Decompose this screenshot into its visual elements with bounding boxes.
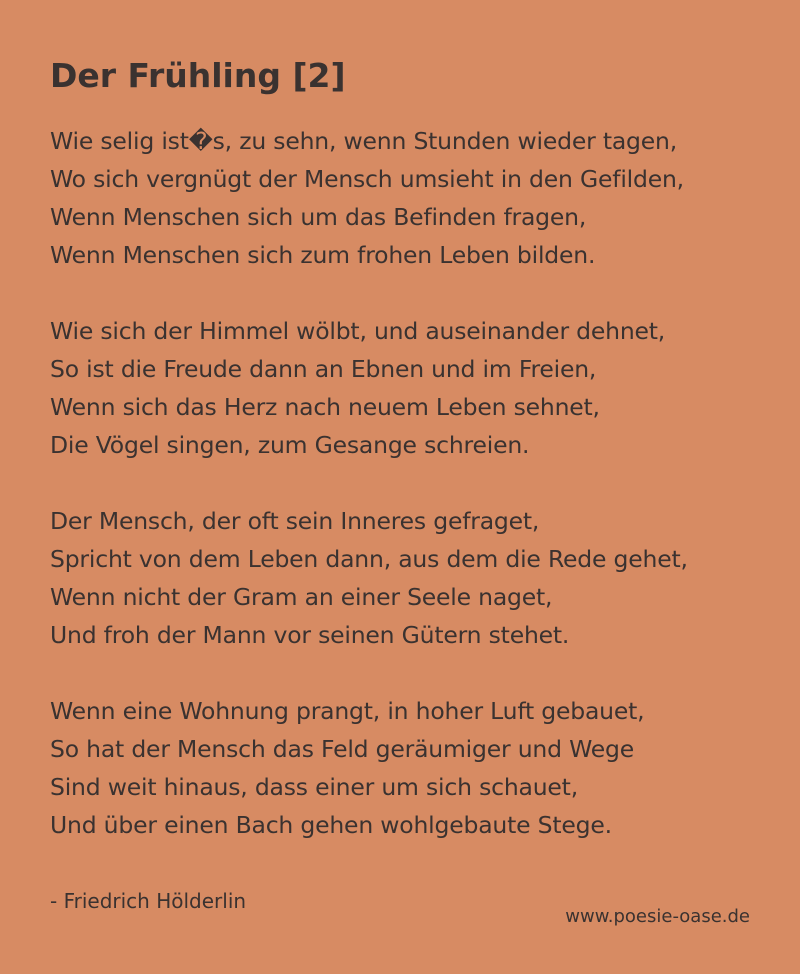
poem-line: Wenn Menschen sich um das Befinden fragen, (50, 203, 587, 231)
poem-line: Der Mensch, der oft sein Inneres gefraget, (50, 507, 540, 535)
poem-line: Die Vögel singen, zum Gesange schreien. (50, 431, 530, 459)
poem-line: Wie sich der Himmel wölbt, und auseinander dehnet, (50, 317, 666, 345)
poem-line: Wenn Menschen sich zum frohen Leben bilden. (50, 241, 596, 269)
poem-line: So ist die Freude dann an Ebnen und im Freien, (50, 355, 597, 383)
poem-card (50, 52, 770, 920)
poem-line: Spricht von dem Leben dann, aus dem die Rede gehet, (50, 545, 688, 573)
poem-line: Wenn nicht der Gram an einer Seele naget, (50, 583, 553, 611)
stanza-3 (50, 502, 770, 654)
poem-line: Wie selig ist�s, zu sehn, wenn Stunden wieder tagen, (50, 127, 677, 155)
poem-line: Wenn eine Wohnung prangt, in hoher Luft gebauet, (50, 697, 645, 725)
stanza-1 (50, 122, 770, 274)
stanza-2 (50, 312, 770, 464)
website-link[interactable]: www.poesie-oase.de (565, 906, 750, 927)
poem-line: Wenn sich das Herz nach neuem Leben sehnet, (50, 393, 600, 421)
poem-line: So hat der Mensch das Feld geräumiger und Wege (50, 735, 634, 763)
poem-line: Und über einen Bach gehen wohlgebaute Stege. (50, 811, 612, 839)
poem-author: - Friedrich Hölderlin (50, 889, 247, 913)
poem-line: Und froh der Mann vor seinen Gütern stehet. (50, 621, 570, 649)
poem-title: Der Frühling [2] (50, 56, 346, 95)
poem-line: Wo sich vergnügt der Mensch umsieht in den Gefilden, (50, 165, 684, 193)
stanza-4 (50, 692, 770, 844)
poem-line: Sind weit hinaus, dass einer um sich schauet, (50, 773, 578, 801)
